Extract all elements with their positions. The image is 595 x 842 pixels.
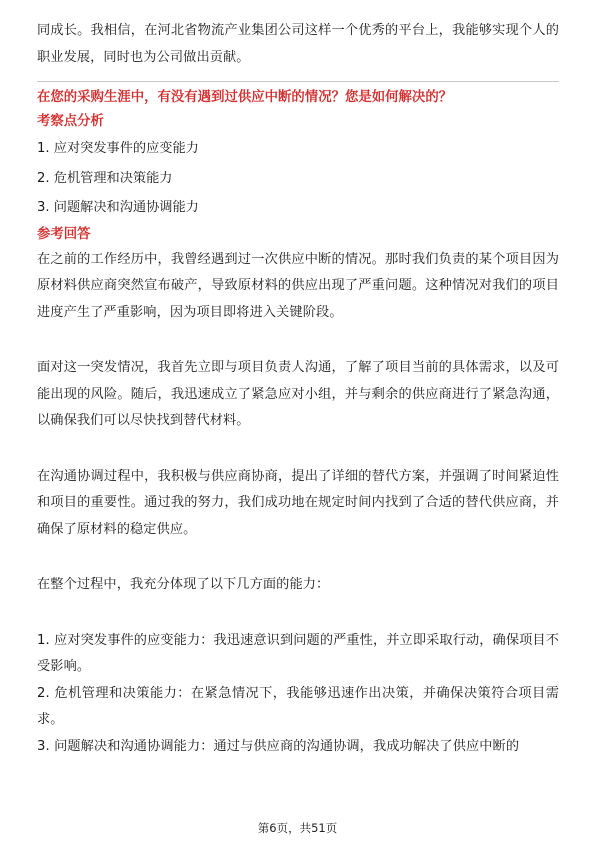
answer-title: 参考回答 <box>37 226 91 242</box>
page-content <box>37 18 559 760</box>
page-number-footer: 第6页，共51页 <box>257 821 338 835</box>
analysis-item-3: 3. 问题解决和沟通协调能力 <box>37 200 199 215</box>
answer-paragraph-4: 在整个过程中，我充分体现了以下几方面的能力： <box>37 577 330 592</box>
analysis-item-1: 1. 应对突发事件的应变能力 <box>37 141 199 156</box>
analysis-item-2: 2. 危机管理和决策能力 <box>37 170 173 186</box>
intro-paragraph: 同成长。我相信，在河北省物流产业集团公司这样一个优秀的平台上，我能够实现个人的职业发展，同时也为公司做出贡献。 <box>37 23 559 65</box>
section-divider <box>37 81 559 82</box>
answer-paragraph-2: 面对这一突发情况，我首先立即与项目负责人沟通，了解了项目当前的具体需求，以及可能出现的风险。随后，我迅速成立了紧急应对小组，并与剩余的供应商进行了紧急沟通，以确保我们可以尽快找到替代材料。 <box>37 360 559 428</box>
ability-item-1: 1. 应对突发事件的应变能力：我迅速意识到问题的严重性，并立即采取行动，确保项目不受影响。 <box>37 632 559 674</box>
analysis-title: 考察点分析 <box>37 114 104 129</box>
interview-question: 在您的采购生涯中，有没有遇到过供应中断的情况？您是如何解决的？ <box>37 90 453 105</box>
answer-paragraph-1: 在之前的工作经历中，我曾经遇到过一次供应中断的情况。那时我们负责的某个项目因为原材料供应商突然宣布破产，导致原材料的供应出现了严重问题。这种情况对我们的项目进度产生了严重影响，因为项目即将进入关键阶段。 <box>37 251 559 320</box>
ability-item-3: 3. 问题解决和沟通协调能力：通过与供应商的沟通协调，我成功解决了供应中断的 <box>37 738 520 754</box>
ability-item-2: 2. 危机管理和决策能力：在紧急情况下，我能够迅速作出决策，并确保决策符合项目需求。 <box>37 685 559 727</box>
answer-paragraph-3: 在沟通协调过程中，我积极与供应商协商，提出了详细的替代方案，并强调了时间紧迫性和项目的重要性。通过我的努力，我们成功地在规定时间内找到了合适的替代供应商，并确保了原材料的稳定供应。 <box>37 468 559 537</box>
